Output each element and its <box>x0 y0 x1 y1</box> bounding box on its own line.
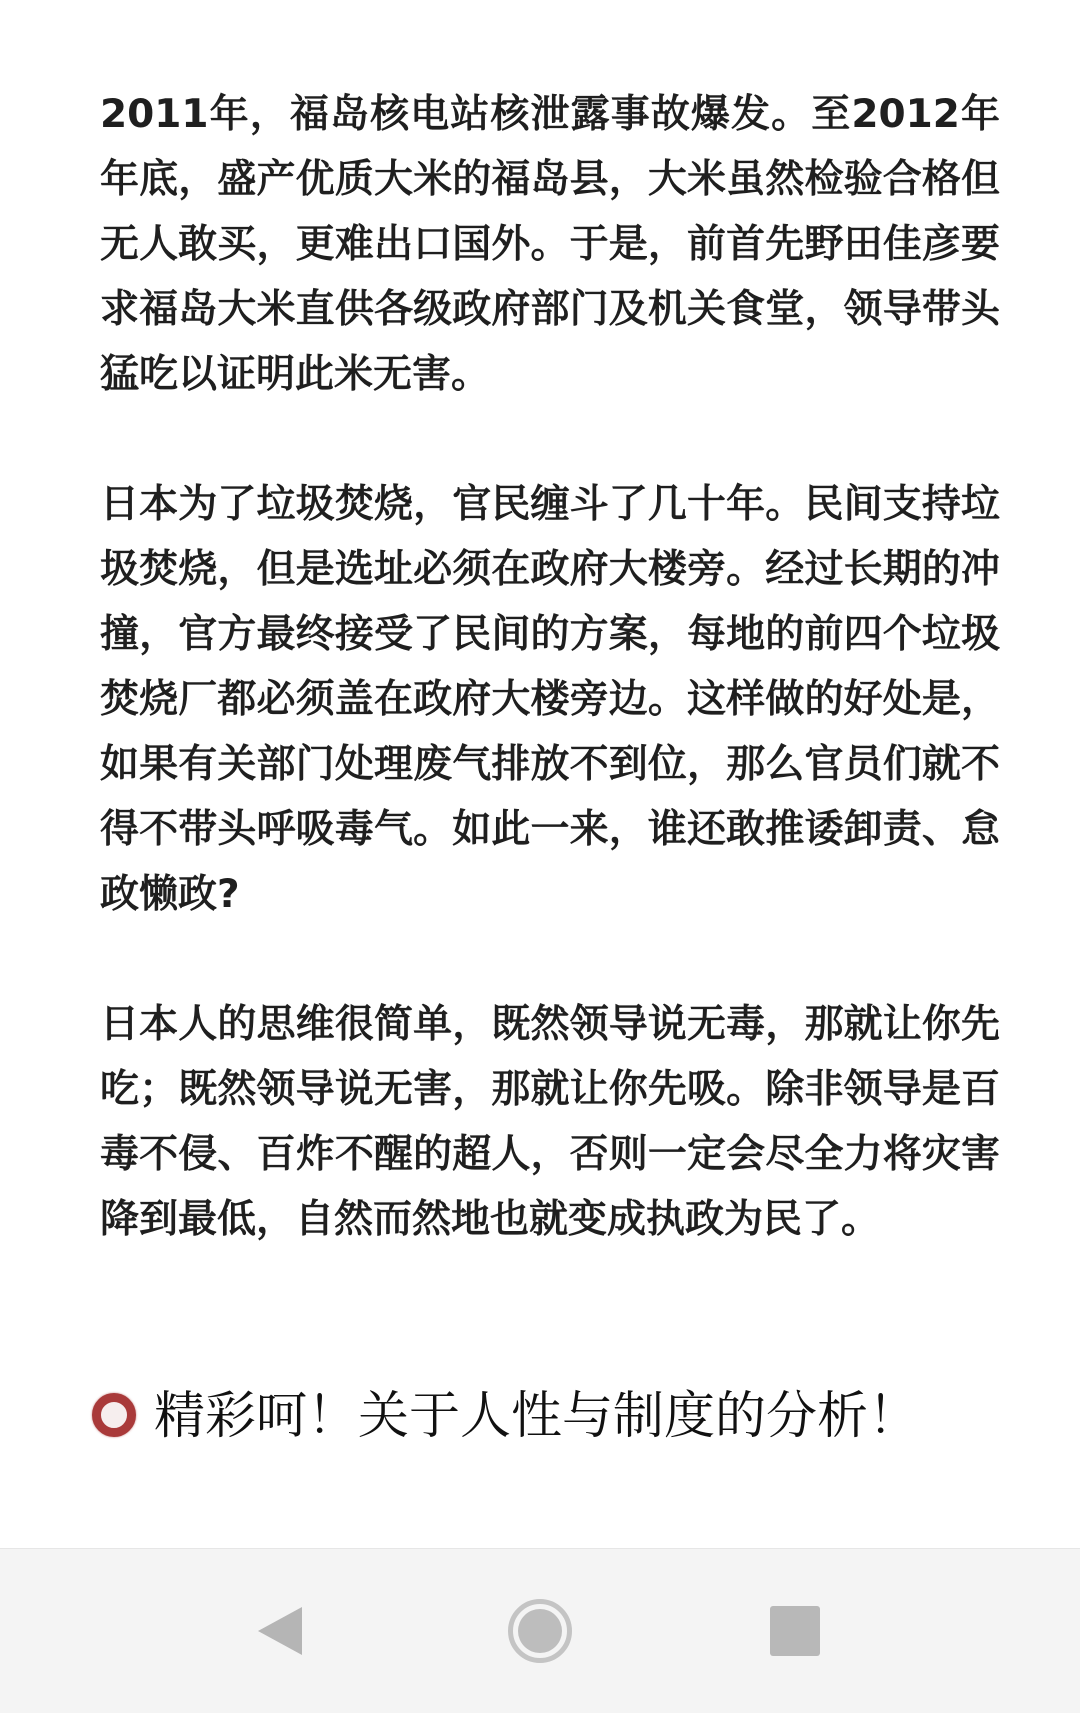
comment-text: 精彩呵！关于人性与制度的分析！ <box>154 1387 920 1446</box>
system-navigation-bar <box>0 1548 1080 1713</box>
back-triangle-icon <box>258 1607 302 1655</box>
home-button[interactable] <box>460 1549 620 1713</box>
article-paragraph-1: 2011年，福岛核电站核泄露事故爆发。至2012年年底，盛产优质大米的福岛县，大米虽然检验合格但无人敢买，更难出口国外。于是，前首先野田佳彦要求福岛大米直供各级政府部门及机关食堂，领导带头猛吃以证明此米无害。 <box>100 92 1000 397</box>
recent-apps-button[interactable] <box>715 1549 875 1713</box>
back-button[interactable] <box>200 1549 360 1713</box>
recent-square-icon <box>770 1606 820 1656</box>
red-ring-icon <box>92 1393 136 1437</box>
home-circle-icon <box>508 1599 572 1663</box>
article-paragraph-3: 日本人的思维很简单，既然领导说无毒，那就让你先吃；既然领导说无害，那就让你先吸。除非领导是百毒不侵、百炸不醒的超人，否则一定会尽全力将灾害降到最低，自然而然地也就变成执政为民了。 <box>100 1002 1000 1242</box>
article-body <box>100 82 1000 1317</box>
article-paragraph-2: 日本为了垃圾焚烧，官民缠斗了几十年。民间支持垃圾焚烧，但是选址必须在政府大楼旁。经过长期的冲撞，官方最终接受了民间的方案，每地的前四个垃圾焚烧厂都必须盖在政府大楼旁边。这样做的好处是，如果有关部门处理废气排放不到位，那么官员们就不得不带头呼吸毒气。如此一来，谁还敢推诿卸责、怠政懒政? <box>100 482 1000 917</box>
home-circle-dot <box>518 1609 562 1653</box>
comment-line <box>92 1376 992 1458</box>
